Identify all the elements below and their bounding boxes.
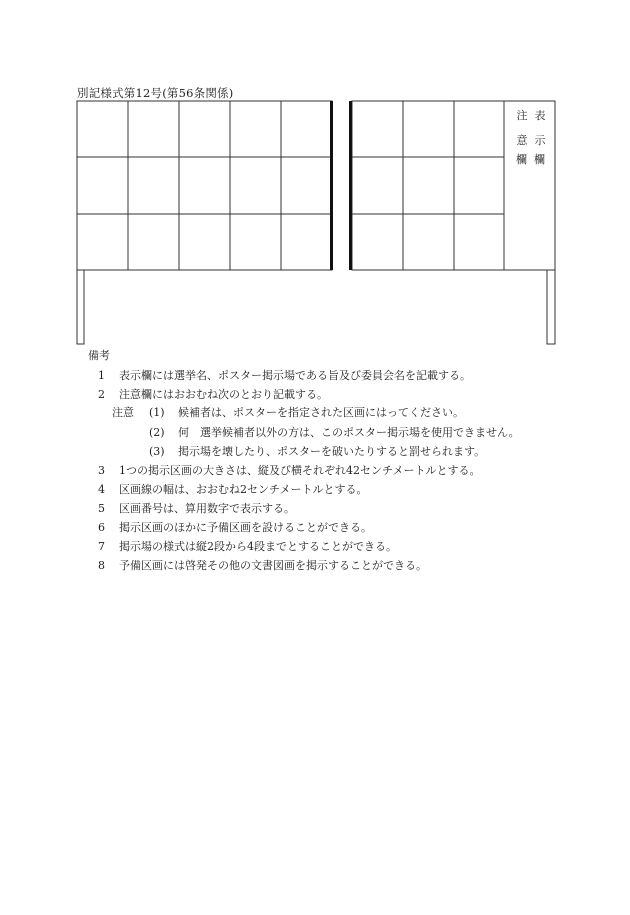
remark-text: 1つの掲示区画の大きさは、縦及び横それぞれ42センチメートルとする。 [119, 464, 481, 477]
remark-number: 1 [98, 369, 105, 382]
remark-text: 表示欄には選挙名、ポスター掲示場である旨及び委員会名を記載する。 [119, 369, 471, 382]
left-leg [77, 270, 84, 344]
remark-text: 区画番号は、算用数字で表示する。 [119, 502, 295, 515]
notice-number: (2) [149, 426, 165, 439]
notice-text: 候補者は、ポスターを指定された区画にはってください。 [178, 406, 464, 419]
remark-number: 2 [98, 388, 105, 401]
remark-text: 注意欄にはおおむね次のとおり記載する。 [119, 388, 328, 401]
label-display-column: 表示 [534, 109, 546, 147]
left-board-frame [77, 101, 332, 270]
remark-text: 掲示区画のほかに予備区画を設けることができる。 [119, 521, 372, 534]
notice-number: (3) [149, 445, 165, 458]
remark-text: 区画線の幅は、おおむね2センチメートルとする。 [119, 483, 368, 496]
notice-text: 掲示場を壊したり、ポスターを破いたりすると罰せられます。 [178, 445, 486, 458]
remark-number: 5 [98, 502, 105, 515]
label-field-row: 欄欄 [516, 153, 552, 166]
notice-text: 何 選挙候補者以外の方は、このポスター掲示場を使用できません。 [178, 426, 520, 439]
remark-number: 7 [98, 540, 105, 553]
remark-text: 予備区画には啓発その他の文書図画を掲示することができる。 [119, 559, 427, 572]
label-notice-column: 注意 [516, 109, 528, 147]
break-mark-right [349, 101, 352, 270]
remark-number: 6 [98, 521, 105, 534]
break-mark-left [330, 101, 333, 270]
remark-number: 4 [98, 483, 105, 496]
poster-board-diagram [0, 0, 630, 360]
remark-number: 3 [98, 464, 105, 477]
notice-number: (1) [149, 406, 165, 419]
right-leg [547, 270, 555, 344]
remarks-heading: 備考 [88, 349, 110, 362]
remark-number: 8 [98, 559, 105, 572]
remark-text: 掲示場の様式は縦2段から4段までとすることができる。 [119, 540, 397, 553]
form-title: 別記様式第12号(第56条関係) [77, 86, 234, 100]
notice-label: 注意 [112, 406, 134, 419]
